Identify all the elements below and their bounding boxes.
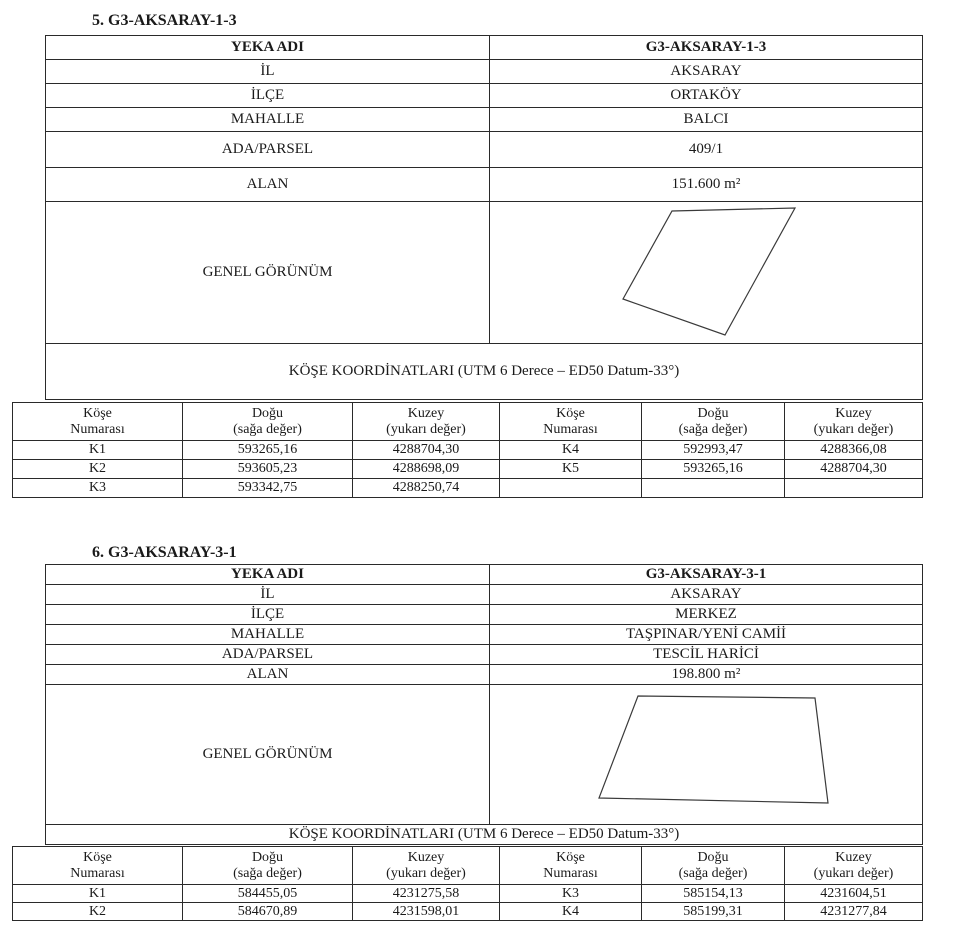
col-dogu: Doğu (sağa değer) — [642, 847, 785, 885]
mahalle-label: MAHALLE — [46, 108, 490, 132]
col-kose: Köşe Numarası — [13, 403, 183, 441]
col-kuzey: Kuzey (yukarı değer) — [785, 847, 923, 885]
parcel-polygon — [599, 696, 828, 803]
info-table — [45, 564, 923, 845]
ada-parsel-label: ADA/PARSEL — [46, 132, 490, 168]
ilce-label: İLÇE — [46, 605, 490, 625]
table-cell: K3 — [500, 885, 642, 903]
table-row — [13, 885, 923, 903]
table-cell: 4288366,08 — [785, 441, 923, 460]
table-cell: 4231275,58 — [353, 885, 500, 903]
table-row — [13, 460, 923, 479]
col-kose: Köşe Numarası — [500, 403, 642, 441]
il-label: İL — [46, 60, 490, 84]
il-value: AKSARAY — [490, 585, 923, 605]
empty-cell — [785, 479, 923, 498]
col-kose: Köşe Numarası — [500, 847, 642, 885]
section-heading: 6. G3-AKSARAY-3-1 — [92, 544, 237, 561]
col-kuzey: Kuzey (yukarı değer) — [353, 847, 500, 885]
table-cell: 4288704,30 — [353, 441, 500, 460]
table-cell: 4231277,84 — [785, 903, 923, 921]
table-cell: 4231598,01 — [353, 903, 500, 921]
alan-value: 198.800 m² — [490, 665, 923, 685]
table-row — [13, 903, 923, 921]
ada-parsel-value: 409/1 — [490, 132, 923, 168]
table-cell: 4288698,09 — [353, 460, 500, 479]
parcel-polygon — [623, 208, 795, 335]
table-cell: 593265,16 — [183, 441, 353, 460]
ilce-value: ORTAKÖY — [490, 84, 923, 108]
table-cell: K3 — [13, 479, 183, 498]
empty-cell — [642, 479, 785, 498]
table-cell: 585199,31 — [642, 903, 785, 921]
coord-table — [12, 402, 923, 498]
parcel-outline — [490, 202, 923, 344]
yeka-adi-value: G3-AKSARAY-1-3 — [490, 36, 923, 60]
ada-parsel-value: TESCİL HARİCİ — [490, 645, 923, 665]
ilce-label: İLÇE — [46, 84, 490, 108]
mahalle-value: BALCI — [490, 108, 923, 132]
coord-title: KÖŞE KOORDİNATLARI (UTM 6 Derece – ED50 Datum-33°) — [46, 344, 923, 400]
mahalle-label: MAHALLE — [46, 625, 490, 645]
table-cell: K1 — [13, 885, 183, 903]
table-row — [13, 441, 923, 460]
yeka-adi-value: G3-AKSARAY-3-1 — [490, 565, 923, 585]
mahalle-value: TAŞPINAR/YENİ CAMİİ — [490, 625, 923, 645]
table-cell: K1 — [13, 441, 183, 460]
table-cell: K4 — [500, 903, 642, 921]
col-dogu: Doğu (sağa değer) — [642, 403, 785, 441]
table-cell: K2 — [13, 460, 183, 479]
alan-label: ALAN — [46, 665, 490, 685]
table-cell: 585154,13 — [642, 885, 785, 903]
col-kuzey: Kuzey (yukarı değer) — [353, 403, 500, 441]
genel-gorunum-label: GENEL GÖRÜNÜM — [46, 685, 490, 825]
yeka-adi-label: YEKA ADI — [46, 36, 490, 60]
col-dogu: Doğu (sağa değer) — [183, 847, 353, 885]
alan-value: 151.600 m² — [490, 168, 923, 202]
table-cell: 4231604,51 — [785, 885, 923, 903]
table-cell: 593342,75 — [183, 479, 353, 498]
table-cell: 593265,16 — [642, 460, 785, 479]
ada-parsel-label: ADA/PARSEL — [46, 645, 490, 665]
il-value: AKSARAY — [490, 60, 923, 84]
genel-gorunum-label: GENEL GÖRÜNÜM — [46, 202, 490, 344]
col-kose: Köşe Numarası — [13, 847, 183, 885]
table-cell: 584670,89 — [183, 903, 353, 921]
coord-table — [12, 846, 923, 921]
ilce-value: MERKEZ — [490, 605, 923, 625]
table-cell: 4288250,74 — [353, 479, 500, 498]
empty-cell — [500, 479, 642, 498]
table-cell: 593605,23 — [183, 460, 353, 479]
table-cell: K4 — [500, 441, 642, 460]
col-kuzey: Kuzey (yukarı değer) — [785, 403, 923, 441]
yeka-adi-label: YEKA ADI — [46, 565, 490, 585]
table-cell: 584455,05 — [183, 885, 353, 903]
coord-title: KÖŞE KOORDİNATLARI (UTM 6 Derece – ED50 Datum-33°) — [46, 825, 923, 845]
table-row — [13, 479, 923, 498]
table-cell: K2 — [13, 903, 183, 921]
col-dogu: Doğu (sağa değer) — [183, 403, 353, 441]
section-heading: 5. G3-AKSARAY-1-3 — [92, 12, 237, 29]
table-cell: K5 — [500, 460, 642, 479]
table-cell: 592993,47 — [642, 441, 785, 460]
il-label: İL — [46, 585, 490, 605]
table-cell: 4288704,30 — [785, 460, 923, 479]
parcel-outline — [490, 685, 923, 825]
info-table — [45, 35, 923, 400]
alan-label: ALAN — [46, 168, 490, 202]
